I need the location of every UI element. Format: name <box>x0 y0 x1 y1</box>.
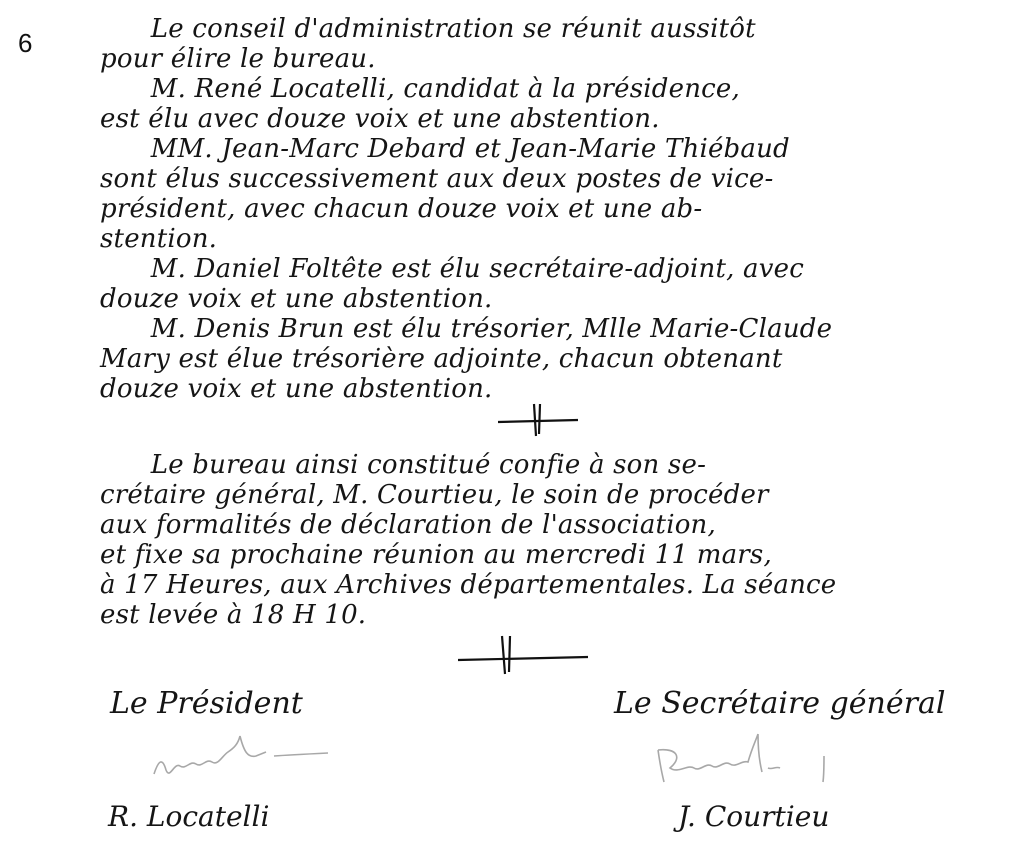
president-name: R. Locatelli <box>108 800 270 833</box>
minutes-paragraph-closing: Le bureau ainsi constitué confie à son se- crétaire général, M. Courtieu, le soin de procéder aux formalités de déclaration de l'association, et fixe sa prochaine réunion au mercredi 11 mars, à 17 Heures, aux Archives départementales. La séance est levée à 18 H 10. <box>100 450 837 630</box>
secretary-signature <box>648 728 848 798</box>
section-separator <box>458 632 588 678</box>
president-signature <box>148 722 358 792</box>
president-label: Le Président <box>110 686 303 721</box>
minutes-paragraph-board-election: Le conseil d'administration se réunit aussitôt pour élire le bureau. M. René Locatelli, candidat à la présidence, est élu avec douze voix et une abstention. MM. Jean-Marc Debard et Jean-Marie Thiébaud sont élus successivement aux deux postes de vice- président, avec chacun douze voix et une ab- stention. M. Daniel Foltête est élu secrétaire-adjoint, avec douze voix et une abstention. M. Denis Brun est élu trésorier, Mlle Marie-Claude Mary est élue trésorière adjointe, chacun obtenant douze voix et une abstention. <box>100 14 833 404</box>
secretary-name: J. Courtieu <box>678 800 830 833</box>
secretary-label: Le Secrétaire général <box>614 686 946 721</box>
page-number: 6 <box>18 28 33 58</box>
section-separator <box>498 400 578 440</box>
